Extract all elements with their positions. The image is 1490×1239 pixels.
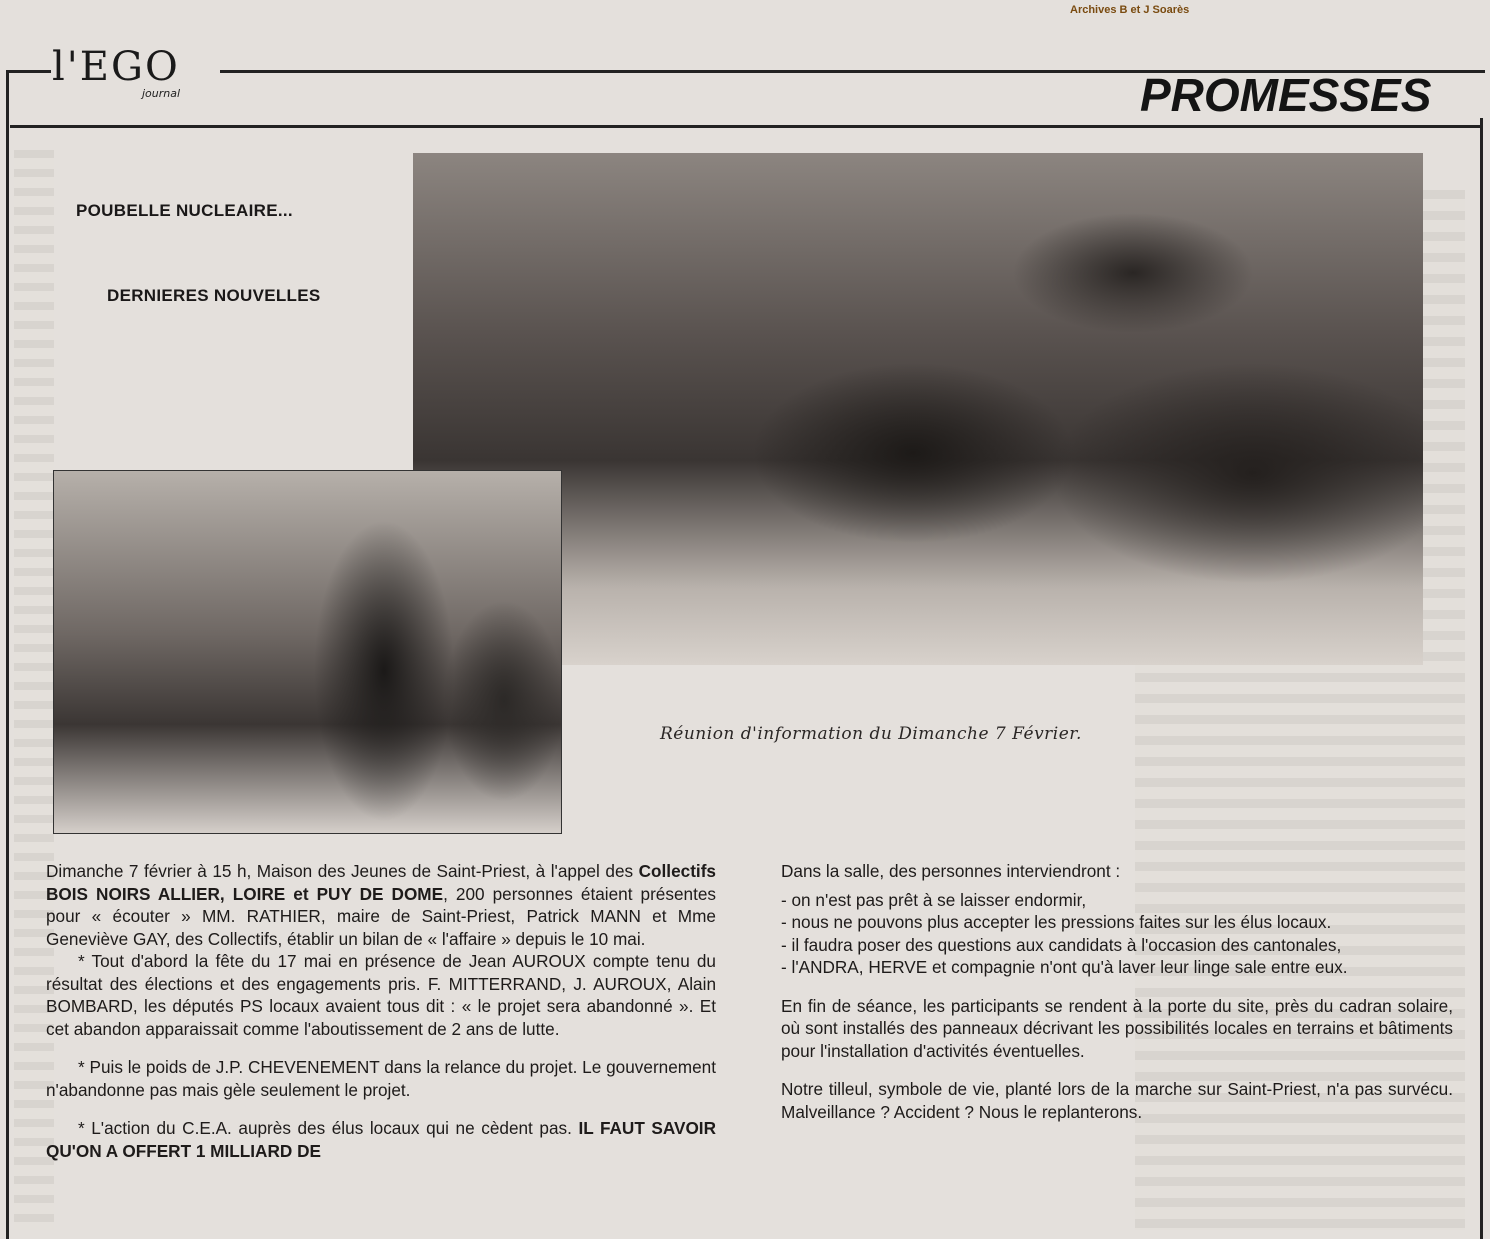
article-paragraph-tree: Notre tilleul, symbole de vie, planté lors de la marche sur Saint-Priest, n'a pas survécu. Malveillance ? Accident ? Nous le replanterons.	[781, 1079, 1453, 1122]
article-column-left	[46, 860, 716, 1162]
speakers-table-photo	[53, 470, 562, 834]
article-column-right	[781, 860, 1453, 1123]
article-paragraph-4	[46, 1117, 716, 1162]
meeting-audience-photo	[413, 153, 1423, 665]
paragraph-text: Dimanche 7 février à 15 h, Maison des Jeunes de Saint-Priest, à l'appel des	[46, 861, 639, 881]
intervention-item: - il faudra poser des questions aux candidats à l'occasion des cantonales,	[781, 934, 1342, 955]
headline-nuclear-dump: POUBELLE NUCLEAIRE...	[76, 201, 293, 220]
article-paragraph-2: * Tout d'abord la fête du 17 mai en présence de Jean AUROUX compte tenu du résultat des élections et des engagements pris. F. MITTERRAND, J. AUROUX, Alain BOMBARD, les députés PS locaux avaient tous dit : « le projet sera abandonné ». Et cet abandon apparaissait comme l'aboutissement de 2 ans de lutte.	[46, 951, 716, 1039]
paragraph-text: , 200 personnes étaient présentes pour « écouter » MM. RATHIER, maire de Saint-Priest, Patrick MANN et Mme Geneviève GAY, des Collectifs, établir un bilan de « l'affaire » depuis le 10 mai.	[46, 883, 716, 949]
section-title: PROMESSES	[1140, 69, 1432, 121]
journal-logo: l'EGO	[52, 44, 180, 90]
interventions-intro: Dans la salle, des personnes interviendront :	[781, 861, 1121, 881]
paragraph-text: * L'action du C.E.A. auprès des élus locaux qui ne cèdent pas.	[78, 1118, 579, 1138]
article-paragraph-1	[46, 860, 716, 950]
intervention-item: - nous ne pouvons plus accepter les pressions faites sur les élus locaux.	[781, 912, 1332, 932]
emphasis-text: IL FAUT SAVOIR QU'ON A OFFERT 1 MILLIARD DE	[46, 1118, 716, 1161]
article-paragraph-end-session: En fin de séance, les participants se rendent à la porte du site, près du cadran solaire, où sont installés des panneaux décrivant les possibilités locales en terrains et bâtiments pour l'installation d'activités éventuelles.	[781, 995, 1453, 1061]
archive-credit: Archives B et J Soarès	[1070, 4, 1190, 16]
collectives-names: Collectifs BOIS NOIRS ALLIER, LOIRE et PUY DE DOME	[46, 861, 716, 904]
frame-border-right	[1480, 118, 1483, 1239]
intervention-item: - on n'est pas prêt à se laisser endormir,	[781, 889, 1087, 910]
photo-caption: Réunion d'information du Dimanche 7 Février.	[660, 724, 1082, 744]
article-paragraph-3: * Puis le poids de J.P. CHEVENEMENT dans la relance du projet. Le gouvernement n'abandonne pas mais gèle seulement le projet.	[46, 1057, 716, 1100]
headline-latest-news: DERNIERES NOUVELLES	[107, 286, 321, 305]
frame-border-left	[6, 70, 9, 1239]
header-rule-left	[6, 70, 51, 73]
frame-border-top	[10, 125, 1480, 128]
intervention-item: - l'ANDRA, HERVE et compagnie n'ont qu'à laver leur linge sale entre eux.	[781, 957, 1348, 977]
journal-logo-subtitle: journal	[142, 87, 181, 100]
